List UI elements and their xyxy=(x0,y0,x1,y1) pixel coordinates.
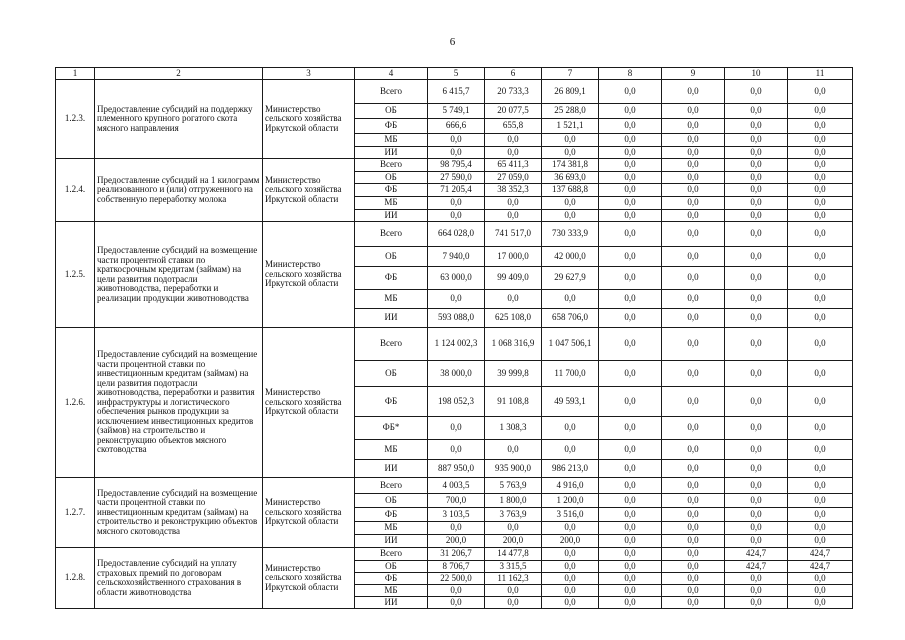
item-name: Предоставление субсидий на уплату страховых премий по договорам сельскохозяйственного страхования в области животноводства xyxy=(95,548,263,609)
value-cell: 49 593,1 xyxy=(542,387,599,417)
value-cell: 741 517,0 xyxy=(485,222,542,247)
value-cell: 200,0 xyxy=(542,535,599,548)
header-cell: 8 xyxy=(599,68,662,80)
value-cell: 0,0 xyxy=(788,222,853,247)
table-row xyxy=(56,159,853,172)
value-cell: 4 003,5 xyxy=(428,478,485,494)
item-name: Предоставление субсидий на возмещение части процентной ставки по инвестиционным кредитам (займам) на цели развития подотрасли животноводства, переработки и развития инфраструктуры и логистического обеспечения рынков продукции за исключением инвестиционных кредитов (займов) на строительство и реконструкцию объектов мясного скотоводства xyxy=(95,328,263,478)
item-name: Предоставление субсидий на возмещение части процентной ставки по инвестиционным кредитам (займам) на строительство и реконструкцию объектов мясного скотоводства xyxy=(95,478,263,548)
funding-source: ФБ xyxy=(355,508,428,522)
funding-source: Всего xyxy=(355,478,428,494)
value-cell: 0,0 xyxy=(662,222,725,247)
funding-source: Всего xyxy=(355,80,428,104)
value-cell: 0,0 xyxy=(542,585,599,597)
value-cell: 0,0 xyxy=(662,440,725,460)
value-cell: 0,0 xyxy=(599,197,662,210)
value-cell: 0,0 xyxy=(599,147,662,159)
value-cell: 38 000,0 xyxy=(428,361,485,387)
value-cell: 0,0 xyxy=(599,417,662,440)
funding-source: МБ xyxy=(355,440,428,460)
item-number: 1.2.8. xyxy=(56,548,95,609)
value-cell: 0,0 xyxy=(725,267,788,290)
value-cell: 26 809,1 xyxy=(542,80,599,104)
header-cell: 4 xyxy=(355,68,428,80)
value-cell: 0,0 xyxy=(662,267,725,290)
funding-source: МБ xyxy=(355,585,428,597)
funding-source: ОБ xyxy=(355,494,428,508)
funding-source: ОБ xyxy=(355,361,428,387)
funding-source: ОБ xyxy=(355,104,428,119)
value-cell: 0,0 xyxy=(662,80,725,104)
item-organization: Министерство сельского хозяйства Иркутской области xyxy=(263,159,355,222)
value-cell: 0,0 xyxy=(599,104,662,119)
value-cell: 0,0 xyxy=(485,597,542,609)
item-number: 1.2.4. xyxy=(56,159,95,222)
value-cell: 593 088,0 xyxy=(428,309,485,328)
funding-source: МБ xyxy=(355,290,428,309)
value-cell: 11 700,0 xyxy=(542,361,599,387)
funding-source: ИИ xyxy=(355,460,428,478)
value-cell: 0,0 xyxy=(662,147,725,159)
table-row xyxy=(56,548,853,561)
value-cell: 0,0 xyxy=(599,222,662,247)
funding-source: ФБ xyxy=(355,573,428,585)
item-number: 1.2.7. xyxy=(56,478,95,548)
value-cell: 0,0 xyxy=(662,585,725,597)
value-cell: 0,0 xyxy=(599,361,662,387)
funding-source: ИИ xyxy=(355,597,428,609)
value-cell: 0,0 xyxy=(662,361,725,387)
value-cell: 0,0 xyxy=(599,80,662,104)
header-cell: 5 xyxy=(428,68,485,80)
item-organization: Министерство сельского хозяйства Иркутской области xyxy=(263,328,355,478)
value-cell: 0,0 xyxy=(542,147,599,159)
value-cell: 0,0 xyxy=(725,197,788,210)
value-cell: 0,0 xyxy=(485,585,542,597)
item-number: 1.2.5. xyxy=(56,222,95,328)
item-name: Предоставление субсидий на поддержку племенного крупного рогатого скота мясного направления xyxy=(95,80,263,159)
value-cell: 0,0 xyxy=(662,172,725,184)
value-cell: 0,0 xyxy=(662,119,725,134)
value-cell: 1 047 506,1 xyxy=(542,328,599,361)
value-cell: 0,0 xyxy=(662,387,725,417)
value-cell: 666,6 xyxy=(428,119,485,134)
value-cell: 0,0 xyxy=(788,184,853,197)
value-cell: 0,0 xyxy=(725,522,788,535)
value-cell: 0,0 xyxy=(662,328,725,361)
header-cell: 11 xyxy=(788,68,853,80)
value-cell: 0,0 xyxy=(485,210,542,222)
funding-source: Всего xyxy=(355,222,428,247)
value-cell: 0,0 xyxy=(788,210,853,222)
header-cell: 2 xyxy=(95,68,263,80)
value-cell: 0,0 xyxy=(788,508,853,522)
value-cell: 0,0 xyxy=(662,134,725,147)
value-cell: 1 308,3 xyxy=(485,417,542,440)
value-cell: 0,0 xyxy=(599,585,662,597)
value-cell: 31 206,7 xyxy=(428,548,485,561)
value-cell: 424,7 xyxy=(725,548,788,561)
value-cell: 137 688,8 xyxy=(542,184,599,197)
value-cell: 198 052,3 xyxy=(428,387,485,417)
value-cell: 0,0 xyxy=(485,134,542,147)
value-cell: 3 315,5 xyxy=(485,561,542,573)
value-cell: 0,0 xyxy=(788,267,853,290)
value-cell: 0,0 xyxy=(725,440,788,460)
value-cell: 0,0 xyxy=(788,597,853,609)
value-cell: 0,0 xyxy=(662,247,725,267)
value-cell: 0,0 xyxy=(662,197,725,210)
value-cell: 0,0 xyxy=(662,478,725,494)
value-cell: 0,0 xyxy=(542,197,599,210)
funding-source: ОБ xyxy=(355,247,428,267)
value-cell: 0,0 xyxy=(788,309,853,328)
header-cell: 9 xyxy=(662,68,725,80)
value-cell: 0,0 xyxy=(788,585,853,597)
value-cell: 0,0 xyxy=(599,119,662,134)
item-number: 1.2.3. xyxy=(56,80,95,159)
value-cell: 1 124 002,3 xyxy=(428,328,485,361)
value-cell: 0,0 xyxy=(725,80,788,104)
value-cell: 0,0 xyxy=(725,417,788,440)
header-cell: 1 xyxy=(56,68,95,80)
value-cell: 0,0 xyxy=(725,309,788,328)
funding-source: МБ xyxy=(355,522,428,535)
value-cell: 0,0 xyxy=(428,197,485,210)
value-cell: 0,0 xyxy=(485,440,542,460)
value-cell: 0,0 xyxy=(725,290,788,309)
funding-source: ОБ xyxy=(355,172,428,184)
value-cell: 0,0 xyxy=(485,197,542,210)
value-cell: 664 028,0 xyxy=(428,222,485,247)
header-row xyxy=(56,68,853,80)
value-cell: 0,0 xyxy=(599,535,662,548)
value-cell: 0,0 xyxy=(788,494,853,508)
funding-source: ФБ xyxy=(355,387,428,417)
value-cell: 0,0 xyxy=(662,548,725,561)
value-cell: 1 521,1 xyxy=(542,119,599,134)
value-cell: 65 411,3 xyxy=(485,159,542,172)
value-cell: 4 916,0 xyxy=(542,478,599,494)
funding-source: МБ xyxy=(355,197,428,210)
value-cell: 0,0 xyxy=(788,440,853,460)
value-cell: 0,0 xyxy=(542,522,599,535)
page-number: 6 xyxy=(449,36,456,48)
value-cell: 0,0 xyxy=(788,147,853,159)
value-cell: 200,0 xyxy=(428,535,485,548)
value-cell: 0,0 xyxy=(542,597,599,609)
value-cell: 3 763,9 xyxy=(485,508,542,522)
value-cell: 17 000,0 xyxy=(485,247,542,267)
value-cell: 0,0 xyxy=(725,494,788,508)
value-cell: 91 108,8 xyxy=(485,387,542,417)
value-cell: 0,0 xyxy=(788,535,853,548)
value-cell: 11 162,3 xyxy=(485,573,542,585)
value-cell: 0,0 xyxy=(788,134,853,147)
value-cell: 0,0 xyxy=(662,309,725,328)
table-row xyxy=(56,222,853,247)
value-cell: 424,7 xyxy=(788,548,853,561)
value-cell: 0,0 xyxy=(662,290,725,309)
value-cell: 0,0 xyxy=(599,561,662,573)
value-cell: 0,0 xyxy=(725,210,788,222)
value-cell: 0,0 xyxy=(788,172,853,184)
value-cell: 3 516,0 xyxy=(542,508,599,522)
value-cell: 0,0 xyxy=(542,290,599,309)
value-cell: 0,0 xyxy=(788,387,853,417)
value-cell: 20 077,5 xyxy=(485,104,542,119)
value-cell: 0,0 xyxy=(725,247,788,267)
value-cell: 700,0 xyxy=(428,494,485,508)
value-cell: 0,0 xyxy=(662,573,725,585)
value-cell: 7 940,0 xyxy=(428,247,485,267)
value-cell: 0,0 xyxy=(662,184,725,197)
item-organization: Министерство сельского хозяйства Иркутской области xyxy=(263,548,355,609)
value-cell: 0,0 xyxy=(788,573,853,585)
table-row xyxy=(56,328,853,361)
value-cell: 0,0 xyxy=(662,597,725,609)
value-cell: 0,0 xyxy=(599,210,662,222)
funding-source: Всего xyxy=(355,548,428,561)
header-cell: 6 xyxy=(485,68,542,80)
item-name: Предоставление субсидий на 1 килограмм реализованного и (или) отгруженного на собственную переработку молока xyxy=(95,159,263,222)
item-name: Предоставление субсидий на возмещение части процентной ставки по краткосрочным кредитам (займам) на цели развития подотрасли животноводства, переработки и реализации продукции животноводства xyxy=(95,222,263,328)
value-cell: 0,0 xyxy=(542,134,599,147)
value-cell: 174 381,8 xyxy=(542,159,599,172)
value-cell: 655,8 xyxy=(485,119,542,134)
funding-source: ФБ* xyxy=(355,417,428,440)
value-cell: 0,0 xyxy=(788,104,853,119)
value-cell: 730 333,9 xyxy=(542,222,599,247)
value-cell: 0,0 xyxy=(599,478,662,494)
value-cell: 63 000,0 xyxy=(428,267,485,290)
value-cell: 0,0 xyxy=(788,119,853,134)
value-cell: 0,0 xyxy=(788,197,853,210)
value-cell: 0,0 xyxy=(599,172,662,184)
program-table xyxy=(55,67,853,609)
value-cell: 625 108,0 xyxy=(485,309,542,328)
funding-source: ФБ xyxy=(355,119,428,134)
value-cell: 0,0 xyxy=(599,309,662,328)
header-cell: 7 xyxy=(542,68,599,80)
value-cell: 0,0 xyxy=(428,522,485,535)
value-cell: 0,0 xyxy=(788,417,853,440)
value-cell: 0,0 xyxy=(662,417,725,440)
funding-source: Всего xyxy=(355,328,428,361)
value-cell: 0,0 xyxy=(542,440,599,460)
value-cell: 0,0 xyxy=(599,494,662,508)
value-cell: 0,0 xyxy=(599,184,662,197)
value-cell: 42 000,0 xyxy=(542,247,599,267)
value-cell: 0,0 xyxy=(542,573,599,585)
value-cell: 0,0 xyxy=(662,104,725,119)
value-cell: 0,0 xyxy=(485,522,542,535)
table-body xyxy=(56,68,853,609)
value-cell: 0,0 xyxy=(725,159,788,172)
value-cell: 658 706,0 xyxy=(542,309,599,328)
value-cell: 0,0 xyxy=(725,361,788,387)
header-cell: 3 xyxy=(263,68,355,80)
value-cell: 0,0 xyxy=(428,585,485,597)
value-cell: 0,0 xyxy=(599,159,662,172)
value-cell: 0,0 xyxy=(428,134,485,147)
value-cell: 0,0 xyxy=(662,494,725,508)
value-cell: 0,0 xyxy=(725,535,788,548)
item-organization: Министерство сельского хозяйства Иркутской области xyxy=(263,80,355,159)
value-cell: 0,0 xyxy=(788,247,853,267)
value-cell: 0,0 xyxy=(725,104,788,119)
value-cell: 1 800,0 xyxy=(485,494,542,508)
value-cell: 0,0 xyxy=(725,508,788,522)
value-cell: 0,0 xyxy=(542,210,599,222)
table-row xyxy=(56,80,853,104)
value-cell: 424,7 xyxy=(788,561,853,573)
funding-source: ФБ xyxy=(355,184,428,197)
value-cell: 0,0 xyxy=(485,290,542,309)
value-cell: 200,0 xyxy=(485,535,542,548)
value-cell: 0,0 xyxy=(428,597,485,609)
value-cell: 0,0 xyxy=(428,210,485,222)
value-cell: 8 706,7 xyxy=(428,561,485,573)
value-cell: 0,0 xyxy=(788,290,853,309)
value-cell: 1 200,0 xyxy=(542,494,599,508)
funding-source: ОБ xyxy=(355,561,428,573)
table-row xyxy=(56,478,853,494)
value-cell: 0,0 xyxy=(599,387,662,417)
value-cell: 0,0 xyxy=(599,247,662,267)
value-cell: 0,0 xyxy=(599,573,662,585)
value-cell: 20 733,3 xyxy=(485,80,542,104)
funding-source: ИИ xyxy=(355,210,428,222)
funding-source: ИИ xyxy=(355,147,428,159)
value-cell: 0,0 xyxy=(788,159,853,172)
value-cell: 0,0 xyxy=(662,561,725,573)
value-cell: 0,0 xyxy=(428,417,485,440)
value-cell: 0,0 xyxy=(725,573,788,585)
value-cell: 0,0 xyxy=(599,267,662,290)
value-cell: 98 795,4 xyxy=(428,159,485,172)
value-cell: 39 999,8 xyxy=(485,361,542,387)
value-cell: 0,0 xyxy=(725,460,788,478)
value-cell: 0,0 xyxy=(428,290,485,309)
value-cell: 38 352,3 xyxy=(485,184,542,197)
value-cell: 0,0 xyxy=(599,548,662,561)
value-cell: 5 749,1 xyxy=(428,104,485,119)
header-cell: 10 xyxy=(725,68,788,80)
value-cell: 0,0 xyxy=(428,440,485,460)
value-cell: 0,0 xyxy=(599,522,662,535)
value-cell: 0,0 xyxy=(599,460,662,478)
value-cell: 27 590,0 xyxy=(428,172,485,184)
value-cell: 0,0 xyxy=(788,361,853,387)
value-cell: 71 205,4 xyxy=(428,184,485,197)
value-cell: 14 477,8 xyxy=(485,548,542,561)
value-cell: 5 763,9 xyxy=(485,478,542,494)
value-cell: 0,0 xyxy=(662,159,725,172)
value-cell: 0,0 xyxy=(662,508,725,522)
funding-source: ИИ xyxy=(355,535,428,548)
value-cell: 0,0 xyxy=(542,417,599,440)
value-cell: 0,0 xyxy=(662,535,725,548)
value-cell: 0,0 xyxy=(725,184,788,197)
value-cell: 0,0 xyxy=(662,210,725,222)
value-cell: 0,0 xyxy=(599,508,662,522)
value-cell: 935 900,0 xyxy=(485,460,542,478)
value-cell: 0,0 xyxy=(599,440,662,460)
value-cell: 0,0 xyxy=(542,548,599,561)
value-cell: 0,0 xyxy=(788,328,853,361)
value-cell: 0,0 xyxy=(788,522,853,535)
value-cell: 887 950,0 xyxy=(428,460,485,478)
value-cell: 0,0 xyxy=(599,328,662,361)
value-cell: 0,0 xyxy=(788,80,853,104)
value-cell: 3 103,5 xyxy=(428,508,485,522)
value-cell: 0,0 xyxy=(725,134,788,147)
value-cell: 0,0 xyxy=(725,328,788,361)
value-cell: 0,0 xyxy=(725,478,788,494)
value-cell: 0,0 xyxy=(662,522,725,535)
value-cell: 0,0 xyxy=(788,460,853,478)
value-cell: 0,0 xyxy=(725,597,788,609)
value-cell: 0,0 xyxy=(599,597,662,609)
item-organization: Министерство сельского хозяйства Иркутской области xyxy=(263,222,355,328)
value-cell: 99 409,0 xyxy=(485,267,542,290)
value-cell: 6 415,7 xyxy=(428,80,485,104)
value-cell: 0,0 xyxy=(725,387,788,417)
value-cell: 0,0 xyxy=(725,222,788,247)
item-organization: Министерство сельского хозяйства Иркутской области xyxy=(263,478,355,548)
funding-source: ФБ xyxy=(355,267,428,290)
funding-source: Всего xyxy=(355,159,428,172)
value-cell: 0,0 xyxy=(428,147,485,159)
funding-source: МБ xyxy=(355,134,428,147)
value-cell: 424,7 xyxy=(725,561,788,573)
value-cell: 0,0 xyxy=(599,290,662,309)
value-cell: 27 059,0 xyxy=(485,172,542,184)
value-cell: 29 627,9 xyxy=(542,267,599,290)
value-cell: 36 693,0 xyxy=(542,172,599,184)
value-cell: 25 288,0 xyxy=(542,104,599,119)
value-cell: 0,0 xyxy=(788,478,853,494)
value-cell: 0,0 xyxy=(725,585,788,597)
value-cell: 0,0 xyxy=(599,134,662,147)
value-cell: 986 213,0 xyxy=(542,460,599,478)
value-cell: 0,0 xyxy=(725,147,788,159)
value-cell: 22 500,0 xyxy=(428,573,485,585)
item-number: 1.2.6. xyxy=(56,328,95,478)
value-cell: 0,0 xyxy=(485,147,542,159)
value-cell: 0,0 xyxy=(662,460,725,478)
funding-source: ИИ xyxy=(355,309,428,328)
value-cell: 0,0 xyxy=(725,172,788,184)
value-cell: 0,0 xyxy=(542,561,599,573)
value-cell: 0,0 xyxy=(725,119,788,134)
value-cell: 1 068 316,9 xyxy=(485,328,542,361)
